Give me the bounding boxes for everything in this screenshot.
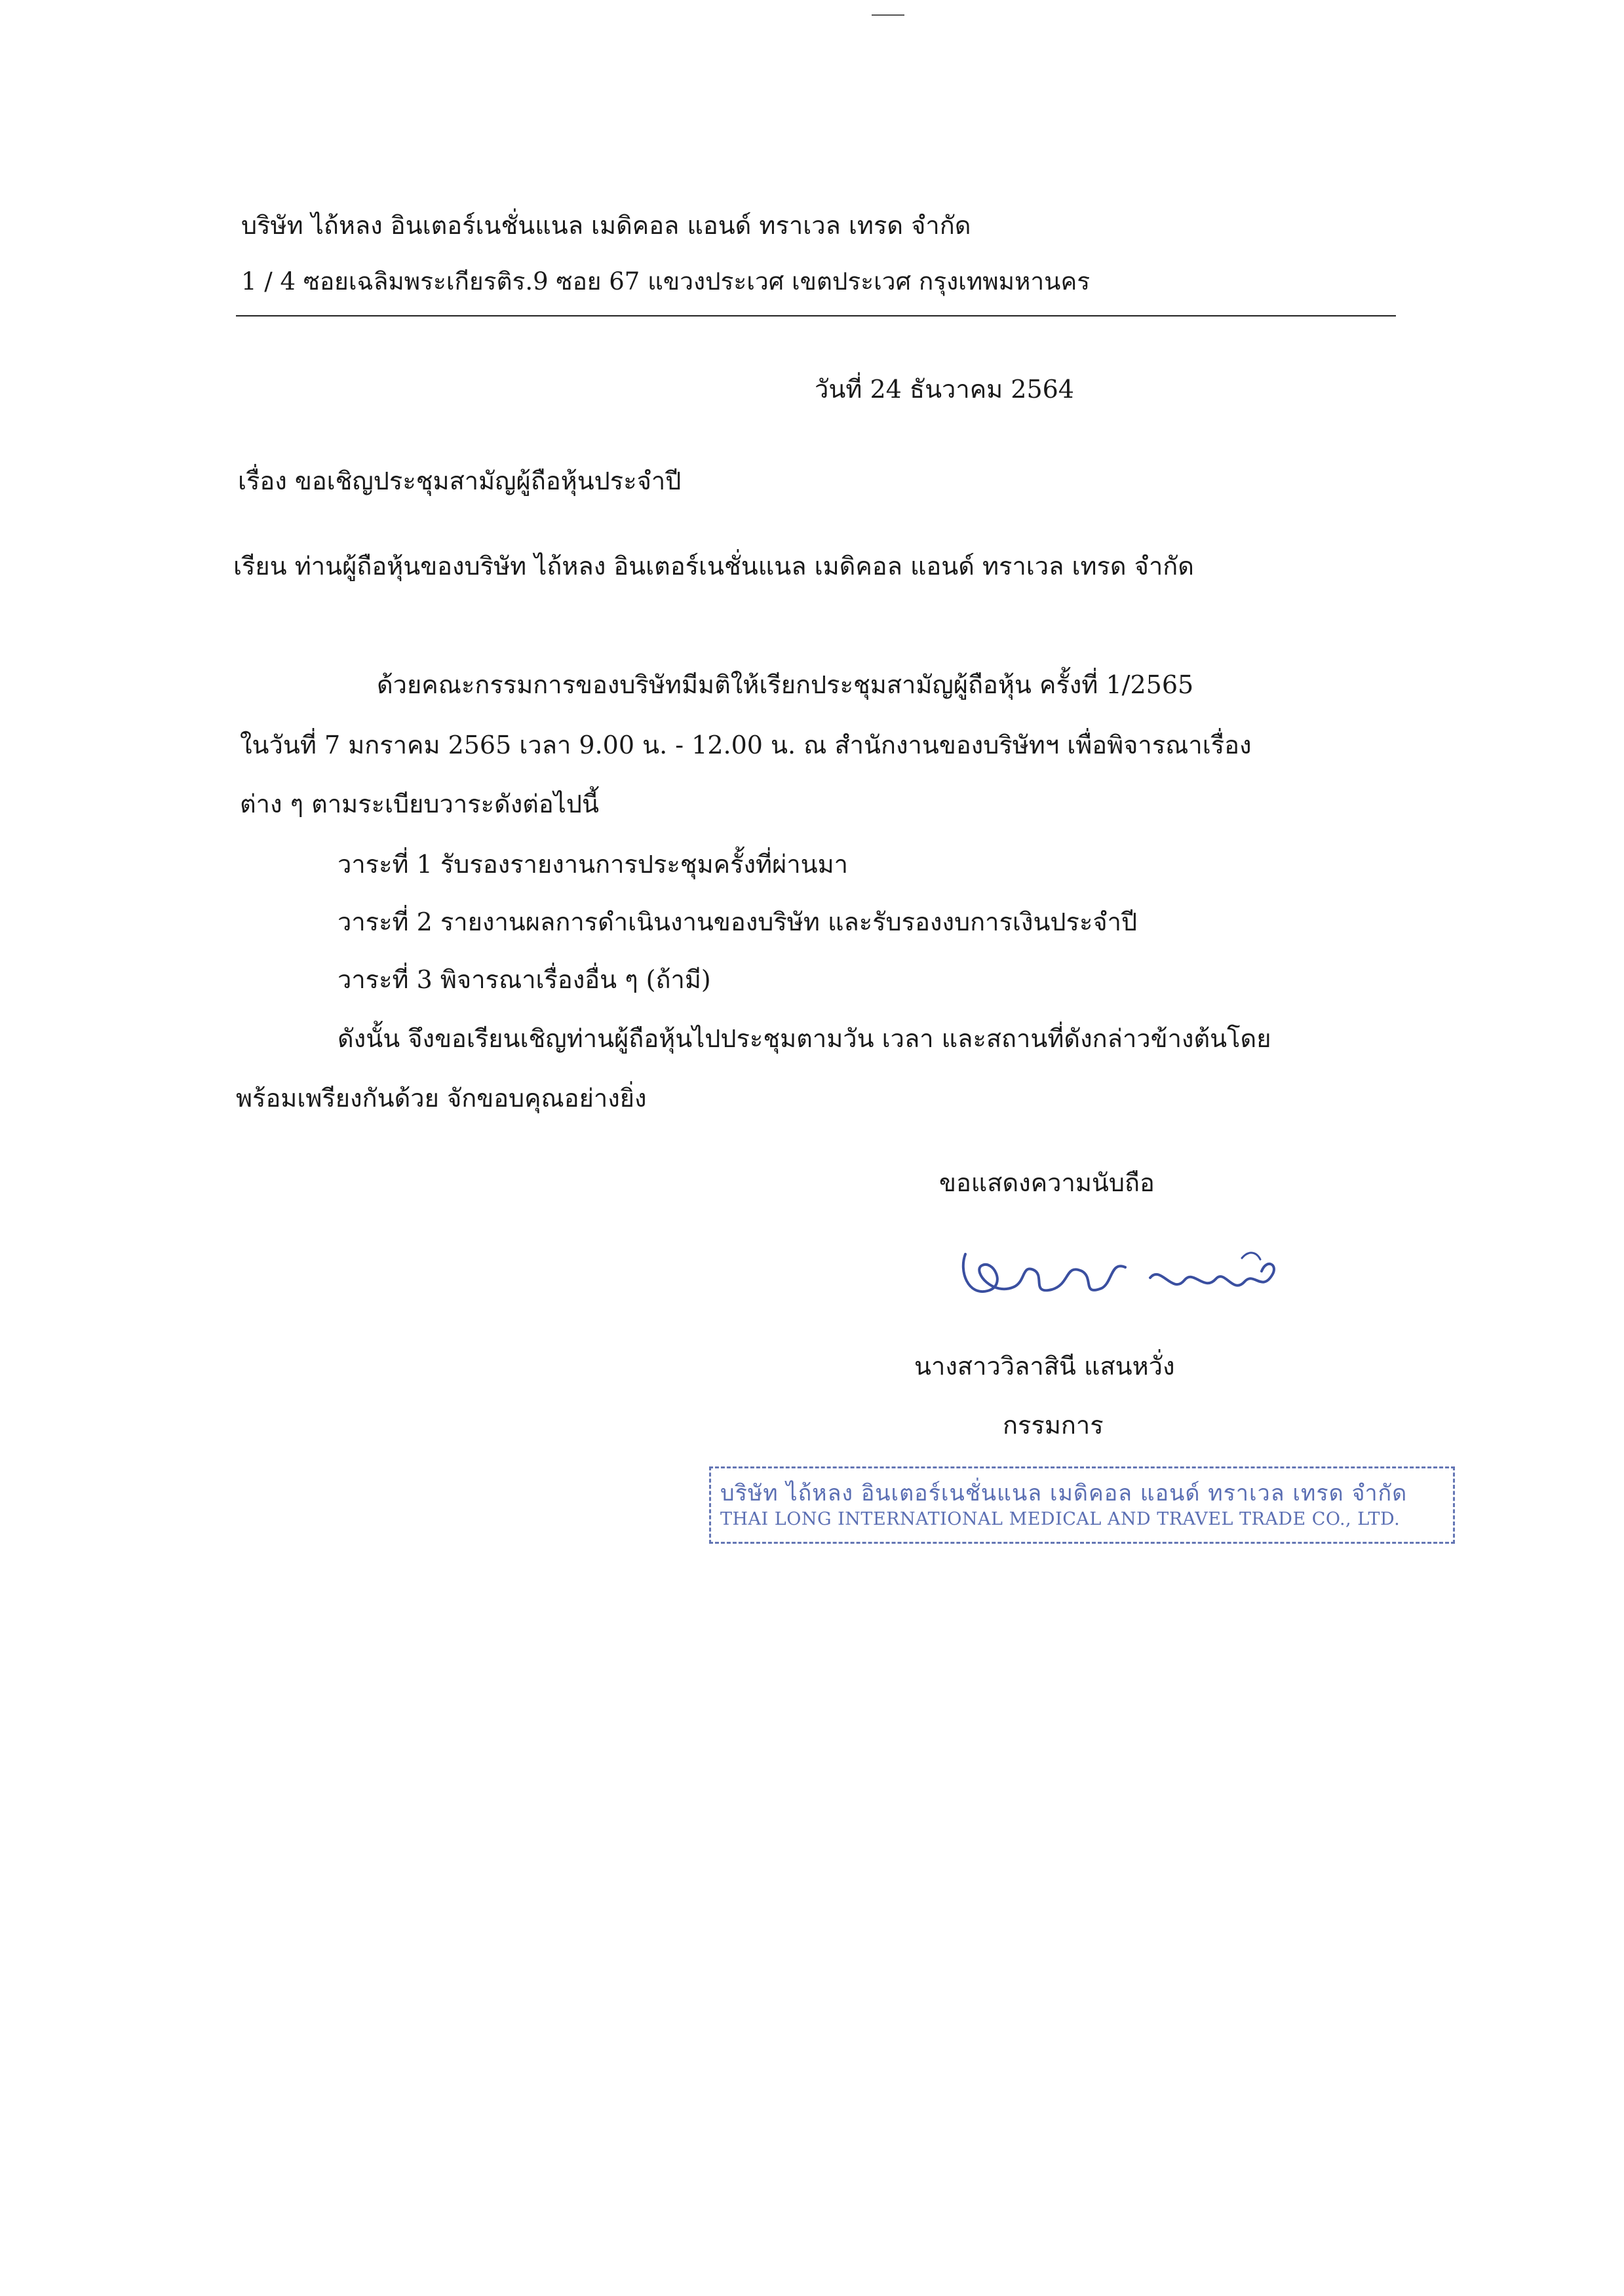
- letter-recipient: เรียน ท่านผู้ถือหุ้นของบริษัท ไถ้หลง อินเตอร์เนชั่นแนล เมดิคอล แอนด์ ทราเวล เทรด จำกัด: [233, 552, 1194, 581]
- body-line-2: ในวันที่ 7 มกราคม 2565 เวลา 9.00 น. - 12.00 น. ณ สำนักงานของบริษัทฯ เพื่อพิจารณาเรื่อง: [240, 731, 1252, 759]
- company-name: บริษัท ไถ้หลง อินเตอร์เนชั่นแนล เมดิคอล แอนด์ ทราเวล เทรด จำกัด: [241, 211, 971, 240]
- body-line-1: ด้วยคณะกรรมการของบริษัทมีมติให้เรียกประชุมสามัญผู้ถือหุ้น ครั้งที่ 1/2565: [377, 670, 1194, 699]
- signature: [954, 1232, 1294, 1311]
- scan-mark: [872, 14, 904, 16]
- stamp-line-thai: บริษัท ไถ้หลง อินเตอร์เนชั่นแนล เมดิคอล แอนด์ ทราเวล เทรด จำกัด: [720, 1480, 1408, 1506]
- closing-line-2: พร้อมเพรียงกันด้วย จักขอบคุณอย่างยิ่ง: [236, 1084, 647, 1113]
- header-divider: [236, 315, 1396, 316]
- letter-subject: เรื่อง ขอเชิญประชุมสามัญผู้ถือหุ้นประจำปี: [238, 467, 682, 495]
- salutation: ขอแสดงความนับถือ: [939, 1168, 1155, 1197]
- stamp-line-english: THAI LONG INTERNATIONAL MEDICAL AND TRAVEL TRADE CO., LTD.: [720, 1509, 1401, 1529]
- company-stamp: [709, 1466, 1455, 1544]
- company-address: 1 / 4 ซอยเฉลิมพระเกียรติร.9 ซอย 67 แขวงประเวศ เขตประเวศ กรุงเทพมหานคร: [241, 267, 1091, 296]
- signer-name: นางสาววิลาสินี แสนหวั่ง: [914, 1352, 1175, 1381]
- closing-line-1: ดังนั้น จึงขอเรียนเชิญท่านผู้ถือหุ้นไปประชุมตามวัน เวลา และสถานที่ดังกล่าวข้างต้นโดย: [338, 1024, 1271, 1053]
- agenda-item-2: วาระที่ 2 รายงานผลการดำเนินงานของบริษัท และรับรองงบการเงินประจำปี: [338, 908, 1138, 936]
- body-line-3: ต่าง ๆ ตามระเบียบวาระดังต่อไปนี้: [240, 790, 599, 818]
- agenda-item-3: วาระที่ 3 พิจารณาเรื่องอื่น ๆ (ถ้ามี): [338, 965, 711, 994]
- letter-date: วันที่ 24 ธันวาคม 2564: [815, 375, 1074, 404]
- agenda-item-1: วาระที่ 1 รับรองรายงานการประชุมครั้งที่ผ่านมา: [338, 850, 849, 879]
- signer-title: กรรมการ: [1003, 1411, 1104, 1440]
